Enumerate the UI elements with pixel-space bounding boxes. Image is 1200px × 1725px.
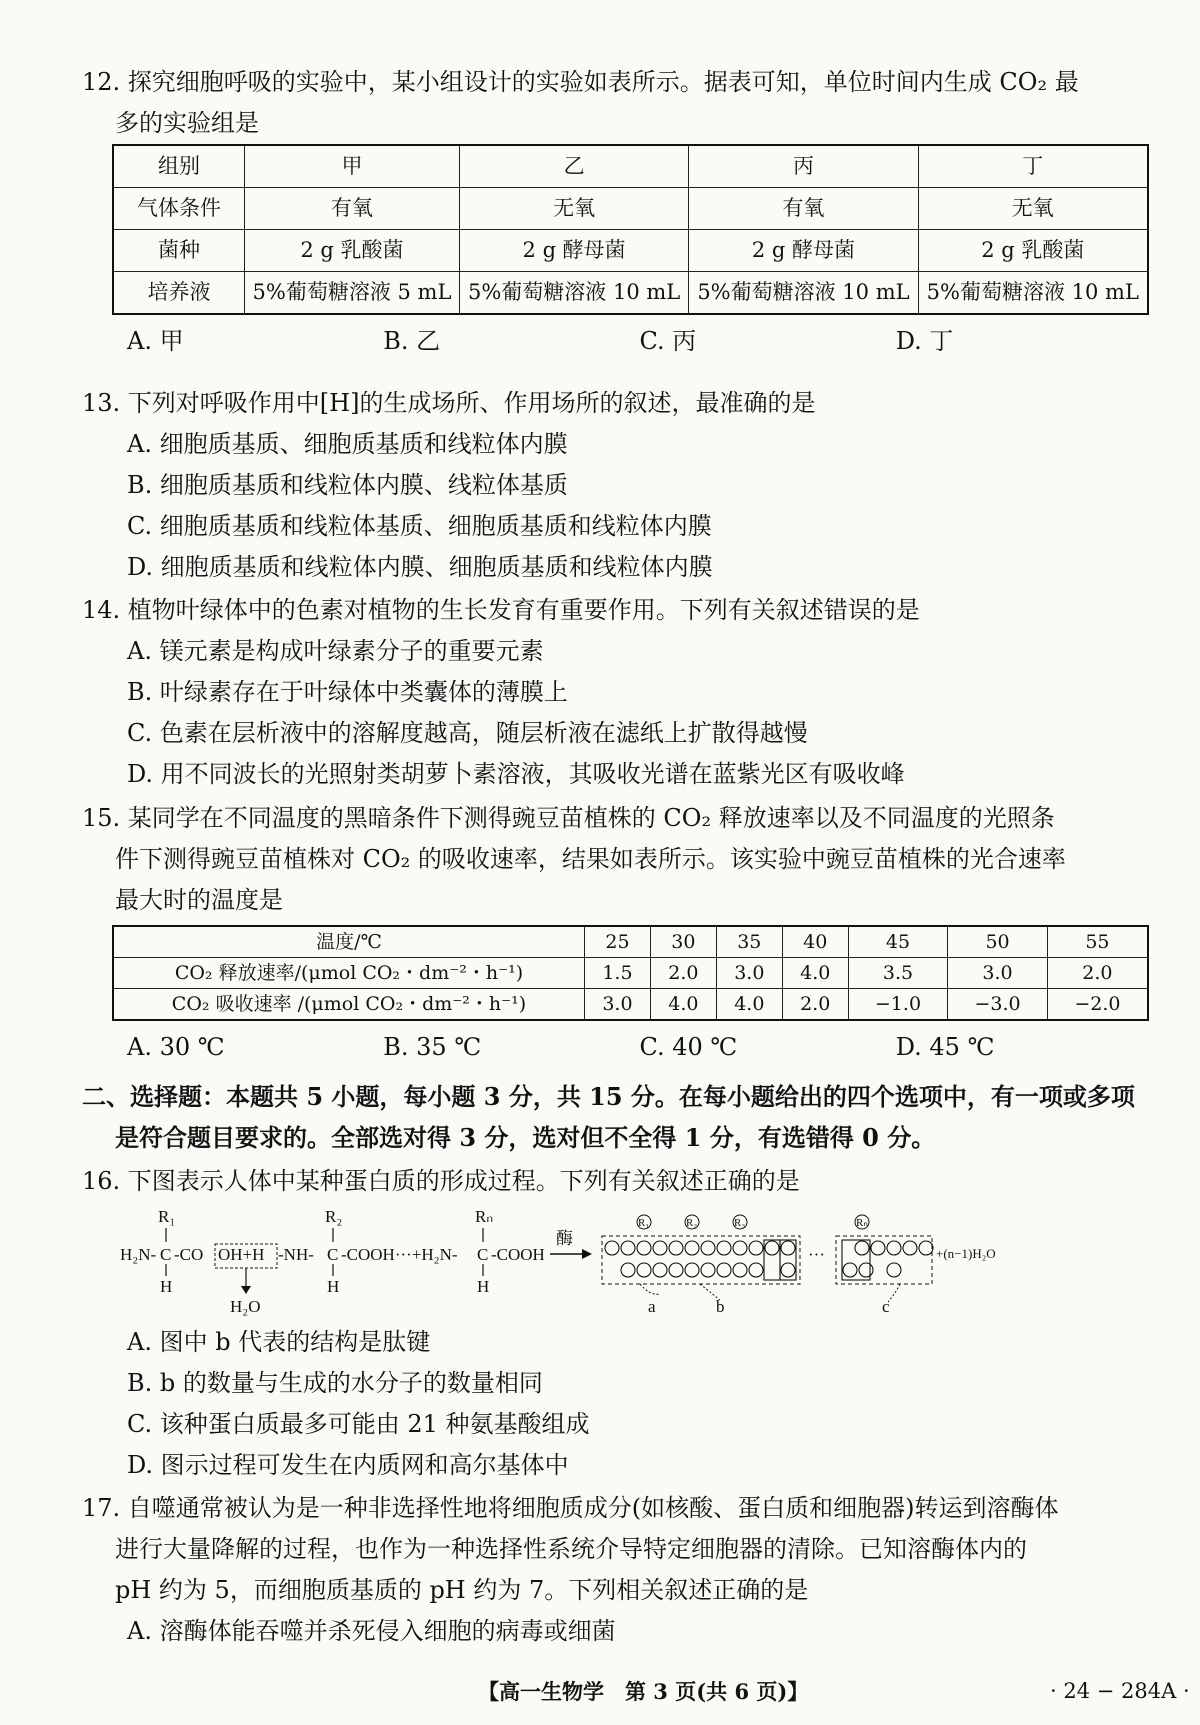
peptide-chain-box [602, 1236, 800, 1284]
option-a[interactable]: A. 30 ℃ [127, 1033, 225, 1061]
q13-stem: 13. 下列对呼吸作用中[H]的生成场所、作用场所的叙述，最准确的是 [82, 389, 816, 417]
table-cell: 4.0 [716, 989, 782, 1021]
ellipsis: ··· [808, 1245, 825, 1264]
label-c: c [882, 1297, 890, 1316]
table-cell: −3.0 [948, 989, 1048, 1021]
q12-options [82, 321, 1152, 362]
r1-label: R₁ [158, 1208, 176, 1226]
amino-group: -NH- [278, 1245, 314, 1264]
table-cell: 5%葡萄糖溶液 10 mL [918, 272, 1148, 315]
option-d[interactable]: D. 细胞质基质和线粒体内膜、细胞质基质和线粒体内膜 [127, 553, 713, 581]
question-17 [82, 1488, 1152, 1652]
question-13 [82, 383, 1152, 588]
table-row [113, 230, 1148, 272]
carbon-n: C [477, 1245, 489, 1264]
circle-rn-label: Rₙ [856, 1217, 868, 1229]
option-a[interactable]: A. 甲 [127, 327, 184, 355]
option-c[interactable]: C. 40 ℃ [639, 1033, 738, 1061]
option-d[interactable]: D. 图示过程可发生在内质网和高尔基体中 [127, 1451, 569, 1479]
footer-code: · 24 − 284A · [1050, 1679, 1190, 1703]
option-c[interactable]: C. 该种蛋白质最多可能由 21 种氨基酸组成 [127, 1410, 590, 1438]
table-cell: −1.0 [848, 989, 948, 1021]
table-cell: 3.0 [948, 958, 1048, 989]
table-cell: 乙 [459, 145, 688, 188]
option-d[interactable]: D. 丁 [895, 327, 954, 355]
table-cell: 温度/℃ [113, 926, 585, 958]
table-cell: 丁 [918, 145, 1148, 188]
question-15 [82, 798, 1152, 1068]
table-cell: −2.0 [1047, 989, 1148, 1021]
option-a[interactable]: A. 镁元素是构成叶绿素分子的重要元素 [127, 637, 544, 665]
hydrogen-1: H [160, 1277, 173, 1296]
rn-label: Rₙ [475, 1208, 494, 1226]
table-cell: 3.5 [848, 958, 948, 989]
reaction-arrow-head [582, 1249, 592, 1259]
table-cell: 5%葡萄糖溶液 10 mL [459, 272, 688, 315]
table-cell: 45 [848, 926, 948, 958]
q15-stem-line3: 最大时的温度是 [115, 886, 283, 914]
cooh-fragment-1: -COOH···+H₂N- [341, 1245, 458, 1264]
arrow-head [241, 1286, 251, 1294]
q17-stem-line1: 17. 自噬通常被认为是一种非选择性地将细胞质成分(如核酸、蛋白质和细胞器)转运到溶酶体 [82, 1494, 1059, 1522]
option-c[interactable]: C. 色素在层析液中的溶解度越高，随层析液在滤纸上扩散得越慢 [127, 719, 808, 747]
option-c[interactable]: C. 丙 [639, 327, 697, 355]
table-cell: CO₂ 释放速率/(μmol CO₂・dm⁻²・h⁻¹) [113, 958, 585, 989]
table-cell: 丙 [689, 145, 918, 188]
q15-table [112, 925, 1149, 1021]
table-row [113, 926, 1148, 958]
table-cell: 组别 [113, 145, 245, 188]
q17-stem-line2: 进行大量降解的过程，也作为一种选择性系统介导特定细胞器的清除。已知溶酶体内的 [115, 1535, 1027, 1563]
table-cell: 2 g 酵母菌 [459, 230, 688, 272]
q15-options [82, 1027, 1152, 1068]
table-cell: 5%葡萄糖溶液 5 mL [245, 272, 460, 315]
carboxyl-fragment: -CO [174, 1245, 204, 1264]
circle-r1-label: R₁ [638, 1217, 650, 1229]
option-b[interactable]: B. 乙 [383, 327, 441, 355]
q12-table [112, 144, 1149, 315]
table-row [113, 145, 1148, 188]
amine-1: H₂N- [120, 1245, 157, 1264]
option-a[interactable]: A. 图中 b 代表的结构是肽键 [127, 1328, 431, 1356]
table-row [113, 188, 1148, 230]
table-cell: 2 g 酵母菌 [689, 230, 918, 272]
pointer-a [640, 1284, 660, 1294]
section-2-line2: 是符合题目要求的。全部选对得 3 分，选对但不全得 1 分，有选错得 0 分。 [115, 1123, 936, 1152]
table-row [113, 272, 1148, 315]
table-cell: 无氧 [459, 188, 688, 230]
question-12 [82, 62, 1152, 362]
carbon-2: C [327, 1245, 339, 1264]
table-cell: 3.0 [716, 958, 782, 989]
table-cell: 甲 [245, 145, 460, 188]
water-label: H₂O [230, 1297, 261, 1316]
label-b: b [716, 1297, 725, 1316]
q12-stem-line2: 多的实验组是 [115, 109, 259, 137]
table-cell: 2.0 [1047, 958, 1148, 989]
carbon-1: C [160, 1245, 172, 1264]
question-16 [82, 1161, 1152, 1202]
section-2-header [82, 1076, 1152, 1158]
q12-stem-line1: 12. 探究细胞呼吸的实验中，某小组设计的实验如表所示。据表可知，单位时间内生成 CO₂ 最 [82, 68, 1079, 96]
table-cell: 40 [782, 926, 848, 958]
table-cell: 2 g 乳酸菌 [918, 230, 1148, 272]
table-cell: 4.0 [650, 989, 716, 1021]
q16-stem: 16. 下图表示人体中某种蛋白质的形成过程。下列有关叙述正确的是 [82, 1167, 800, 1195]
table-cell: 25 [585, 926, 651, 958]
label-a: a [648, 1297, 656, 1316]
q15-stem-line2: 件下测得豌豆苗植株对 CO₂ 的吸收速率，结果如表所示。该实验中豌豆苗植株的光合速率 [115, 845, 1066, 873]
protein-formation-diagram [120, 1208, 1120, 1318]
hydrogen-2: H [327, 1277, 340, 1296]
circle-r2-label: R₂ [686, 1217, 698, 1229]
table-cell: 55 [1047, 926, 1148, 958]
table-cell: 4.0 [782, 958, 848, 989]
option-a[interactable]: A. 溶酶体能吞噬并杀死侵入细胞的病毒或细菌 [127, 1617, 616, 1645]
option-b[interactable]: B. 细胞质基质和线粒体内膜、线粒体基质 [127, 471, 568, 499]
option-b[interactable]: B. b 的数量与生成的水分子的数量相同 [127, 1369, 543, 1397]
table-cell: 2 g 乳酸菌 [245, 230, 460, 272]
table-row [113, 989, 1148, 1021]
table-cell: 培养液 [113, 272, 245, 315]
enzyme-label: 酶 [556, 1229, 573, 1248]
table-cell: 气体条件 [113, 188, 245, 230]
table-cell: 有氧 [689, 188, 918, 230]
hydrogen-3: H [477, 1277, 490, 1296]
oh-h-group: OH+H [218, 1245, 265, 1264]
table-cell: 无氧 [918, 188, 1148, 230]
terminal-atoms [842, 1240, 933, 1280]
option-b[interactable]: B. 35 ℃ [383, 1033, 482, 1061]
circle-r3-label: R₃ [734, 1217, 746, 1229]
q15-stem-line1: 15. 某同学在不同温度的黑暗条件下测得豌豆苗植株的 CO₂ 释放速率以及不同温度的光照条 [82, 804, 1055, 832]
section-2-line1: 二、选择题：本题共 5 小题，每小题 3 分，共 15 分。在每小题给出的四个选项中，有一项或多项 [82, 1082, 1135, 1111]
cooh-fragment-2: -COOH [491, 1245, 545, 1264]
table-cell: 50 [948, 926, 1048, 958]
footer-page-info: 【高一生物学 第 3 页(共 6 页)】 [478, 1679, 809, 1704]
table-cell: 有氧 [245, 188, 460, 230]
option-b[interactable]: B. 叶绿素存在于叶绿体中类囊体的薄膜上 [127, 678, 568, 706]
table-cell: 3.0 [585, 989, 651, 1021]
option-d[interactable]: D. 45 ℃ [895, 1033, 995, 1061]
table-cell: 菌种 [113, 230, 245, 272]
table-cell: 35 [716, 926, 782, 958]
table-cell: CO₂ 吸收速率 /(μmol CO₂・dm⁻²・h⁻¹) [113, 989, 585, 1021]
question-14 [82, 590, 1152, 795]
table-row [113, 958, 1148, 989]
pointer-c [888, 1284, 900, 1302]
r2-label: R₂ [325, 1208, 343, 1226]
peptide-chain-atoms [605, 1240, 796, 1280]
q14-stem: 14. 植物叶绿体中的色素对植物的生长发育有重要作用。下列有关叙述错误的是 [82, 596, 920, 624]
option-d[interactable]: D. 用不同波长的光照射类胡萝卜素溶液，其吸收光谱在蓝紫光区有吸收峰 [127, 760, 905, 788]
table-cell: 2.0 [782, 989, 848, 1021]
table-cell: 2.0 [650, 958, 716, 989]
q16-options [82, 1322, 1152, 1486]
q17-stem-line3: pH 约为 5，而细胞质基质的 pH 约为 7。下列相关叙述正确的是 [115, 1576, 809, 1604]
circle-r-labels [637, 1215, 869, 1229]
table-cell: 1.5 [585, 958, 651, 989]
table-cell: 5%葡萄糖溶液 10 mL [689, 272, 918, 315]
water-product: +(n−1)H₂O [936, 1246, 996, 1261]
option-c[interactable]: C. 细胞质基质和线粒体基质、细胞质基质和线粒体内膜 [127, 512, 712, 540]
option-a[interactable]: A. 细胞质基质、细胞质基质和线粒体内膜 [127, 430, 568, 458]
table-cell: 30 [650, 926, 716, 958]
